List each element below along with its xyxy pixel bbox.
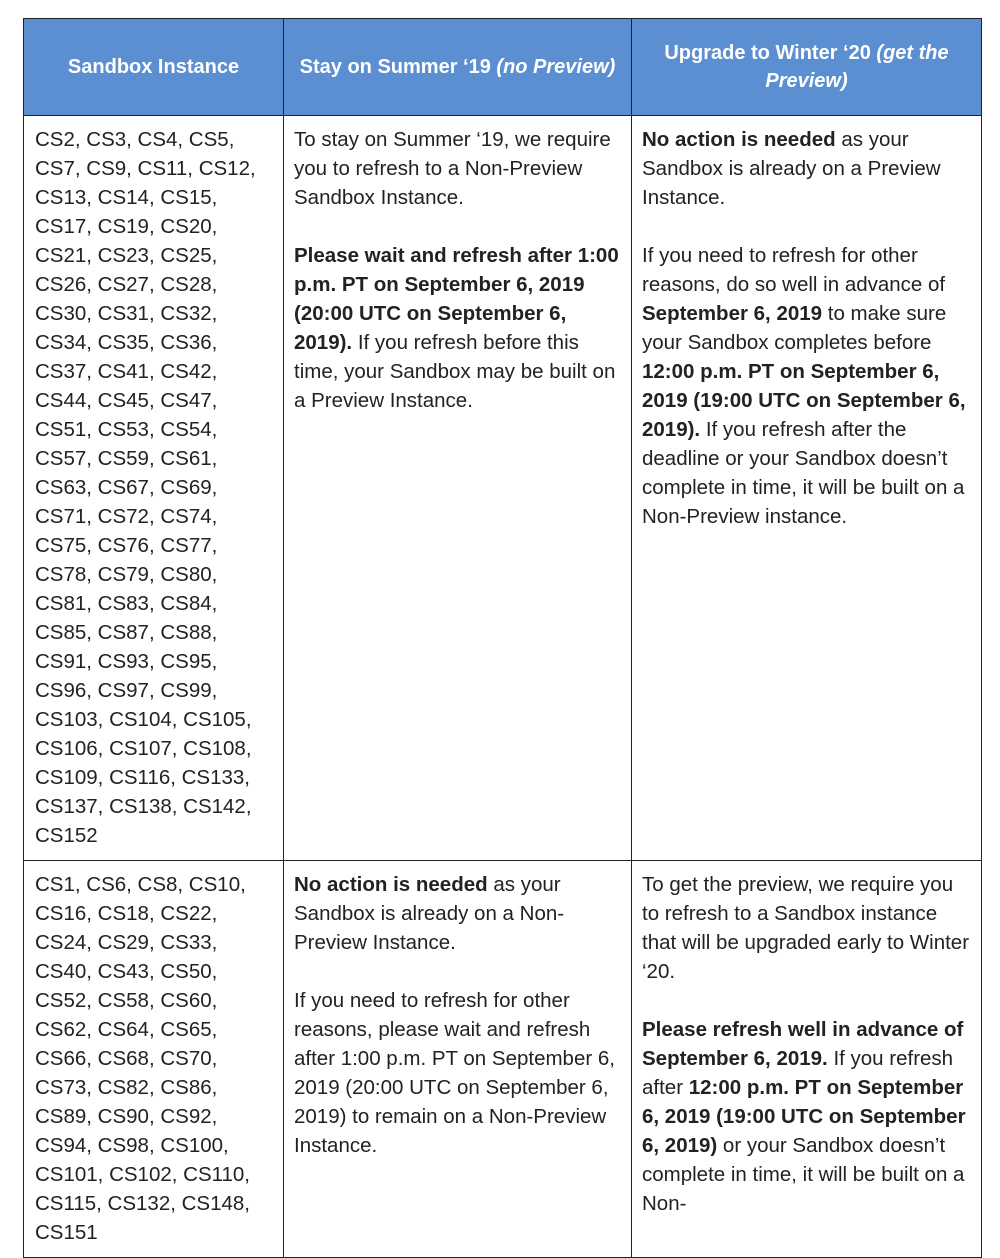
upgrade-bold-text: Please refresh well in advance of September 6, 2019. (642, 1018, 964, 1070)
table-row (24, 116, 982, 861)
header-stay-summer-italic: (no Preview) (496, 56, 616, 78)
header-sandbox-instance (24, 19, 284, 116)
stay-paragraph: If you need to refresh for other reasons, please wait and refresh after 1:00 p.m. PT on September 6, 2019 (20:00 UTC on September 6, 2019) to remain on a Non-Preview Instance. (294, 989, 615, 1157)
stay-paragraph (294, 870, 621, 957)
header-upgrade-winter-italic: (get the Preview) (765, 42, 949, 92)
upgrade-bold-text: 12:00 p.m. PT on September 6, 2019 (19:00 UTC on September 6, 2019). (642, 360, 966, 441)
instances-list: CS2, CS3, CS4, CS5, CS7, CS9, CS11, CS12, CS13, CS14, CS15, CS17, CS19, CS20, CS21, CS23, CS25, CS26, CS27, CS28, CS30, CS31, CS32, CS34, CS35, CS36, CS37, CS41, CS42, CS44, CS45, CS47, CS51, CS53, CS54, CS57, CS59, CS61, CS63, CS67, CS69, CS71, CS72, CS74, CS75, CS76, CS77, CS78, CS79, CS80, CS81, CS83, CS84, CS85, CS87, CS88, CS91, CS93, CS95, CS96, CS97, CS99, CS103, CS104, CS105, CS106, CS107, CS108, CS109, CS116, CS133, CS137, CS138, CS142, CS152 (35, 128, 256, 847)
stay-cell (284, 861, 632, 1258)
upgrade-cell (632, 861, 982, 1258)
stay-bold-text: Please wait and refresh after 1:00 p.m. PT on September 6, 2019 (20:00 UTC on September 6, 2019). (294, 244, 619, 354)
upgrade-paragraph: To get the preview, we require you to refresh to a Sandbox instance that will be upgraded early to Winter ‘20. (642, 873, 970, 983)
upgrade-paragraph (642, 1015, 971, 1218)
stay-paragraph (294, 241, 621, 415)
header-stay-summer-main: Stay on Summer ‘19 (299, 56, 497, 78)
upgrade-text: to make sure your Sandbox completes before (642, 302, 947, 354)
header-row (24, 19, 982, 116)
upgrade-paragraph (642, 241, 971, 531)
header-upgrade-winter (632, 19, 982, 116)
upgrade-text: as your Sandbox is already on a Preview Instance. (642, 128, 941, 209)
instances-cell (24, 861, 284, 1258)
upgrade-paragraph (642, 125, 971, 212)
stay-text: as your Sandbox is already on a Non-Preview Instance. (294, 873, 565, 954)
upgrade-text: If you need to refresh for other reasons, do so well in advance of (642, 244, 946, 296)
instances-list: CS1, CS6, CS8, CS10, CS16, CS18, CS22, CS24, CS29, CS33, CS40, CS43, CS50, CS52, CS58, CS60, CS62, CS64, CS65, CS66, CS68, CS70, CS73, CS82, CS86, CS89, CS90, CS92, CS94, CS98, CS100, CS101, CS102, CS110, CS115, CS132, CS148, CS151 (35, 873, 250, 1244)
upgrade-bold-text: 12:00 p.m. PT on September 6, 2019 (19:00 UTC on September 6, 2019) (642, 1076, 966, 1157)
upgrade-cell (632, 116, 982, 861)
upgrade-text: If you refresh after the deadline or your Sandbox doesn’t complete in time, it will be built on a Non-Preview instance. (642, 418, 965, 528)
stay-cell (284, 116, 632, 861)
sandbox-upgrade-table (23, 18, 982, 1258)
stay-paragraph: To stay on Summer ‘19, we require you to refresh to a Non-Preview Sandbox Instance. (294, 128, 611, 209)
upgrade-bold-text: No action is needed (642, 128, 836, 151)
stay-bold-text: No action is needed (294, 873, 488, 896)
upgrade-text: or your Sandbox doesn’t complete in time, it will be built on a Non- (642, 1134, 965, 1215)
header-upgrade-winter-main: Upgrade to Winter ‘20 (664, 42, 877, 64)
header-sandbox-instance-label: Sandbox Instance (67, 56, 240, 78)
upgrade-text: If you refresh after (642, 1047, 954, 1099)
upgrade-bold-text: September 6, 2019 (642, 302, 823, 325)
stay-text: If you refresh before this time, your Sandbox may be built on a Preview Instance. (294, 331, 616, 412)
header-stay-summer (284, 19, 632, 116)
instances-cell (24, 116, 284, 861)
table-row (24, 861, 982, 1258)
